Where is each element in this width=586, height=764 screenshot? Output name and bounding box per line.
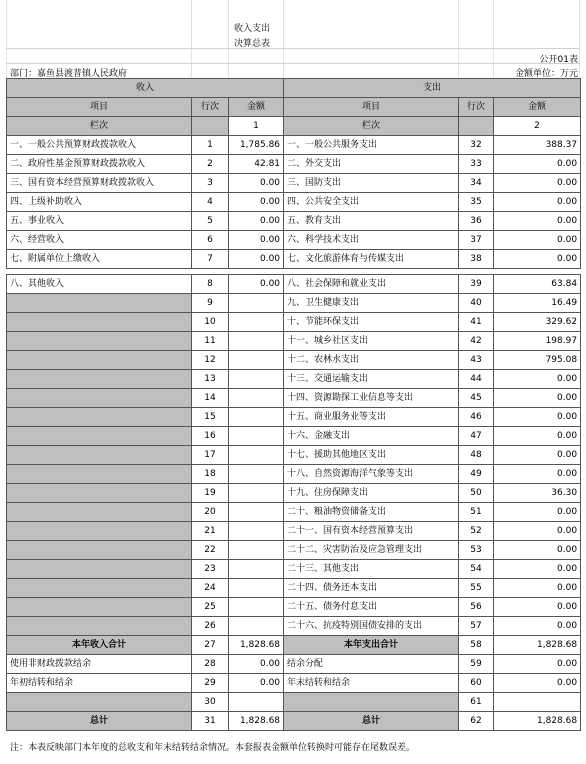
income-line: 5 [192,212,229,231]
table-row [7,332,581,351]
income-line: 11 [192,332,229,351]
expense-item: 十六、金融支出 [284,427,459,446]
expense-item: 六、科学技术支出 [284,231,459,250]
expense-item: 二十三、其他支出 [284,560,459,579]
income-item: 年初结转和结余 [7,674,192,693]
expense-line: 48 [459,446,494,465]
income-amount: 0.00 [229,193,284,212]
income-amount: 0.00 [229,655,284,674]
income-amount [229,598,284,617]
income-item: 五、事业收入 [7,212,192,231]
expense-item: 二、外交支出 [284,155,459,174]
expense-line-header: 行次 [459,98,494,117]
expense-line: 59 [459,655,494,674]
expense-amount: 0.00 [494,598,581,617]
income-item [7,351,192,370]
income-item [7,560,192,579]
expense-item: 十三、交通运输支出 [284,370,459,389]
expense-item: 十七、援助其他地区支出 [284,446,459,465]
expense-item: 五、教育支出 [284,212,459,231]
income-item [7,313,192,332]
expense-amount: 0.00 [494,446,581,465]
expense-amount: 329.62 [494,313,581,332]
income-line: 20 [192,503,229,522]
expense-item: 四、公共安全支出 [284,193,459,212]
income-item: 使用非财政拨款结余 [7,655,192,674]
income-amount [229,332,284,351]
income-amount: 1,828.68 [229,712,284,731]
income-line: 22 [192,541,229,560]
income-item [7,294,192,313]
title-line-1: 收入支出 [234,24,271,34]
table-row [7,370,581,389]
expense-line: 40 [459,294,494,313]
table-row [7,212,581,231]
income-line: 8 [192,275,229,294]
expense-amount: 0.00 [494,427,581,446]
income-line: 1 [192,136,229,155]
table-row [7,446,581,465]
income-line: 28 [192,655,229,674]
table-number: 公开01表 [539,55,578,65]
income-item: 四、上级补助收入 [7,193,192,212]
expense-item: 本年支出合计 [284,636,459,655]
expense-line: 39 [459,275,494,294]
income-line: 6 [192,231,229,250]
expense-item: 十九、住房保障支出 [284,484,459,503]
income-item [7,427,192,446]
expense-amount: 1,828.68 [494,636,581,655]
income-amount [229,693,284,712]
expense-line: 51 [459,503,494,522]
expense-item: 十一、城乡社区支出 [284,332,459,351]
income-amount [229,370,284,389]
income-line-header: 行次 [192,98,229,117]
income-line: 23 [192,560,229,579]
table-row [7,136,581,155]
table-row [7,427,581,446]
income-item-header: 项目 [7,98,192,117]
expense-amount: 0.00 [494,193,581,212]
income-item [7,446,192,465]
expense-line: 62 [459,712,494,731]
expense-line: 37 [459,231,494,250]
income-item [7,503,192,522]
income-line: 2 [192,155,229,174]
income-line: 14 [192,389,229,408]
expense-line: 34 [459,174,494,193]
expense-line: 52 [459,522,494,541]
expense-line: 43 [459,351,494,370]
income-amount [229,484,284,503]
income-amount [229,446,284,465]
income-amount [229,427,284,446]
expense-item: 十五、商业服务业等支出 [284,408,459,427]
title-line-2: 决算总表 [234,39,271,49]
expense-line: 49 [459,465,494,484]
column-header-row [7,98,581,117]
expense-amount: 0.00 [494,389,581,408]
income-line: 10 [192,313,229,332]
table-row [7,617,581,636]
income-amount: 0.00 [229,275,284,294]
income-item [7,332,192,351]
income-item [7,484,192,503]
expense-amount: 795.08 [494,351,581,370]
expense-item: 总计 [284,712,459,731]
income-item: 二、政府性基金预算财政拨款收入 [7,155,192,174]
income-amount: 0.00 [229,174,284,193]
expense-line: 58 [459,636,494,655]
income-amount [229,465,284,484]
expense-item: 二十二、灾害防治及应急管理支出 [284,541,459,560]
income-line: 15 [192,408,229,427]
income-amount: 42.81 [229,155,284,174]
income-line: 17 [192,446,229,465]
income-line: 25 [192,598,229,617]
income-line: 29 [192,674,229,693]
income-line: 4 [192,193,229,212]
income-item: 七、附属单位上缴收入 [7,250,192,269]
income-amount [229,408,284,427]
expense-item: 年末结转和结余 [284,674,459,693]
table-row [7,351,581,370]
income-line: 7 [192,250,229,269]
expense-line: 42 [459,332,494,351]
table-row [7,636,581,655]
expense-amount: 0.00 [494,503,581,522]
income-line: 12 [192,351,229,370]
expense-amount-header: 金额 [494,98,581,117]
table-row [7,250,581,269]
expense-line: 44 [459,370,494,389]
income-line: 27 [192,636,229,655]
expense-line: 36 [459,212,494,231]
table-row [7,674,581,693]
expense-item: 八、社会保障和就业支出 [284,275,459,294]
table-row [7,560,581,579]
table-row [7,275,581,294]
income-item [7,465,192,484]
table-row [7,598,581,617]
expense-line: 61 [459,693,494,712]
expense-line: 55 [459,579,494,598]
income-amount: 1,785.86 [229,136,284,155]
section-header-row [7,79,581,98]
income-item: 一、一般公共预算财政拨款收入 [7,136,192,155]
expense-amount: 0.00 [494,250,581,269]
income-item [7,598,192,617]
sheet-header [0,0,586,78]
income-expense-table [6,78,581,731]
table-row [7,313,581,332]
income-amount [229,617,284,636]
table-row [7,541,581,560]
expense-amount: 0.00 [494,522,581,541]
expense-item-header: 项目 [284,98,459,117]
expense-amount: 0.00 [494,174,581,193]
unit-label: 金额单位：万元 [514,69,578,79]
expense-amount: 63.84 [494,275,581,294]
table-row [7,655,581,674]
expense-amount: 0.00 [494,465,581,484]
income-item [7,370,192,389]
expense-amount: 36.30 [494,484,581,503]
table-row [7,155,581,174]
income-line: 21 [192,522,229,541]
footnote: 注：本表反映部门本年度的总收支和年末结转结余情况。本套报表金额单位转换时可能存在尾数误差。 [10,743,416,753]
expense-line: 35 [459,193,494,212]
income-amount: 0.00 [229,231,284,250]
expense-item: 二十六、抗疫特别国债安排的支出 [284,617,459,636]
income-line: 3 [192,174,229,193]
expense-item: 结余分配 [284,655,459,674]
column-index-row [7,117,581,136]
income-line: 31 [192,712,229,731]
expense-line: 60 [459,674,494,693]
income-item: 本年收入合计 [7,636,192,655]
table-row [7,294,581,313]
income-amount: 0.00 [229,212,284,231]
expense-item: 十二、农林水支出 [284,351,459,370]
expense-col-label: 栏次 [284,117,459,136]
income-amount: 1,828.68 [229,636,284,655]
income-item: 六、经营收入 [7,231,192,250]
income-amount-header: 金额 [229,98,284,117]
expense-amount: 0.00 [494,408,581,427]
expense-item [284,693,459,712]
table-row [7,579,581,598]
expense-amount: 0.00 [494,541,581,560]
income-item [7,579,192,598]
income-item: 总计 [7,712,192,731]
table-row [7,484,581,503]
expense-item: 十四、资源勘探工业信息等支出 [284,389,459,408]
department-label: 部门：嘉鱼县渡普镇人民政府 [10,69,128,79]
expense-amount: 0.00 [494,231,581,250]
income-line: 16 [192,427,229,446]
table-row [7,522,581,541]
income-line: 13 [192,370,229,389]
expense-amount: 0.00 [494,674,581,693]
income-amount [229,294,284,313]
income-amount [229,389,284,408]
expense-amount: 0.00 [494,617,581,636]
income-item [7,541,192,560]
income-header: 收入 [7,79,284,98]
expense-amount: 0.00 [494,579,581,598]
income-amount [229,503,284,522]
table-row [7,465,581,484]
income-item [7,408,192,427]
income-line: 19 [192,484,229,503]
expense-amount: 0.00 [494,655,581,674]
expense-amount: 388.37 [494,136,581,155]
income-item [7,389,192,408]
expense-line: 41 [459,313,494,332]
income-col-number: 1 [229,117,284,136]
expense-item: 二十一、国有资本经营预算支出 [284,522,459,541]
expense-line: 56 [459,598,494,617]
expense-amount: 0.00 [494,370,581,389]
expense-item: 二十、粮油物资储备支出 [284,503,459,522]
expense-line: 33 [459,155,494,174]
expense-line: 46 [459,408,494,427]
expense-line: 32 [459,136,494,155]
expense-amount [494,693,581,712]
expense-item: 十、节能环保支出 [284,313,459,332]
expense-item: 九、卫生健康支出 [284,294,459,313]
expense-item: 三、国防支出 [284,174,459,193]
expense-item: 一、一般公共服务支出 [284,136,459,155]
expense-line: 47 [459,427,494,446]
expense-amount: 0.00 [494,212,581,231]
expense-item: 十八、自然资源海洋气象等支出 [284,465,459,484]
income-amount: 0.00 [229,674,284,693]
expense-line: 54 [459,560,494,579]
expense-amount: 16.49 [494,294,581,313]
income-amount [229,351,284,370]
income-item [7,522,192,541]
table-row [7,712,581,731]
income-line: 30 [192,693,229,712]
table-row [7,693,581,712]
income-amount [229,560,284,579]
expense-amount: 198.97 [494,332,581,351]
expense-amount: 0.00 [494,560,581,579]
expense-line: 38 [459,250,494,269]
expense-amount: 1,828.68 [494,712,581,731]
expense-col-number: 2 [494,117,581,136]
income-amount [229,522,284,541]
income-item: 八、其他收入 [7,275,192,294]
expense-header: 支出 [284,79,581,98]
expense-line: 57 [459,617,494,636]
expense-line: 50 [459,484,494,503]
table-row [7,174,581,193]
expense-item: 二十五、债务付息支出 [284,598,459,617]
income-amount: 0.00 [229,250,284,269]
income-amount [229,579,284,598]
expense-amount: 0.00 [494,155,581,174]
income-amount [229,313,284,332]
income-line: 9 [192,294,229,313]
expense-item: 七、文化旅游体育与传媒支出 [284,250,459,269]
income-amount [229,541,284,560]
table-row [7,503,581,522]
table-row [7,193,581,212]
expense-line: 53 [459,541,494,560]
table-row [7,389,581,408]
income-col-label: 栏次 [7,117,192,136]
income-item [7,617,192,636]
table-row [7,408,581,427]
income-line: 24 [192,579,229,598]
income-line: 18 [192,465,229,484]
income-line: 26 [192,617,229,636]
table-row [7,231,581,250]
income-item [7,693,192,712]
income-item: 三、国有资本经营预算财政拨款收入 [7,174,192,193]
expense-item: 二十四、债务还本支出 [284,579,459,598]
expense-line: 45 [459,389,494,408]
